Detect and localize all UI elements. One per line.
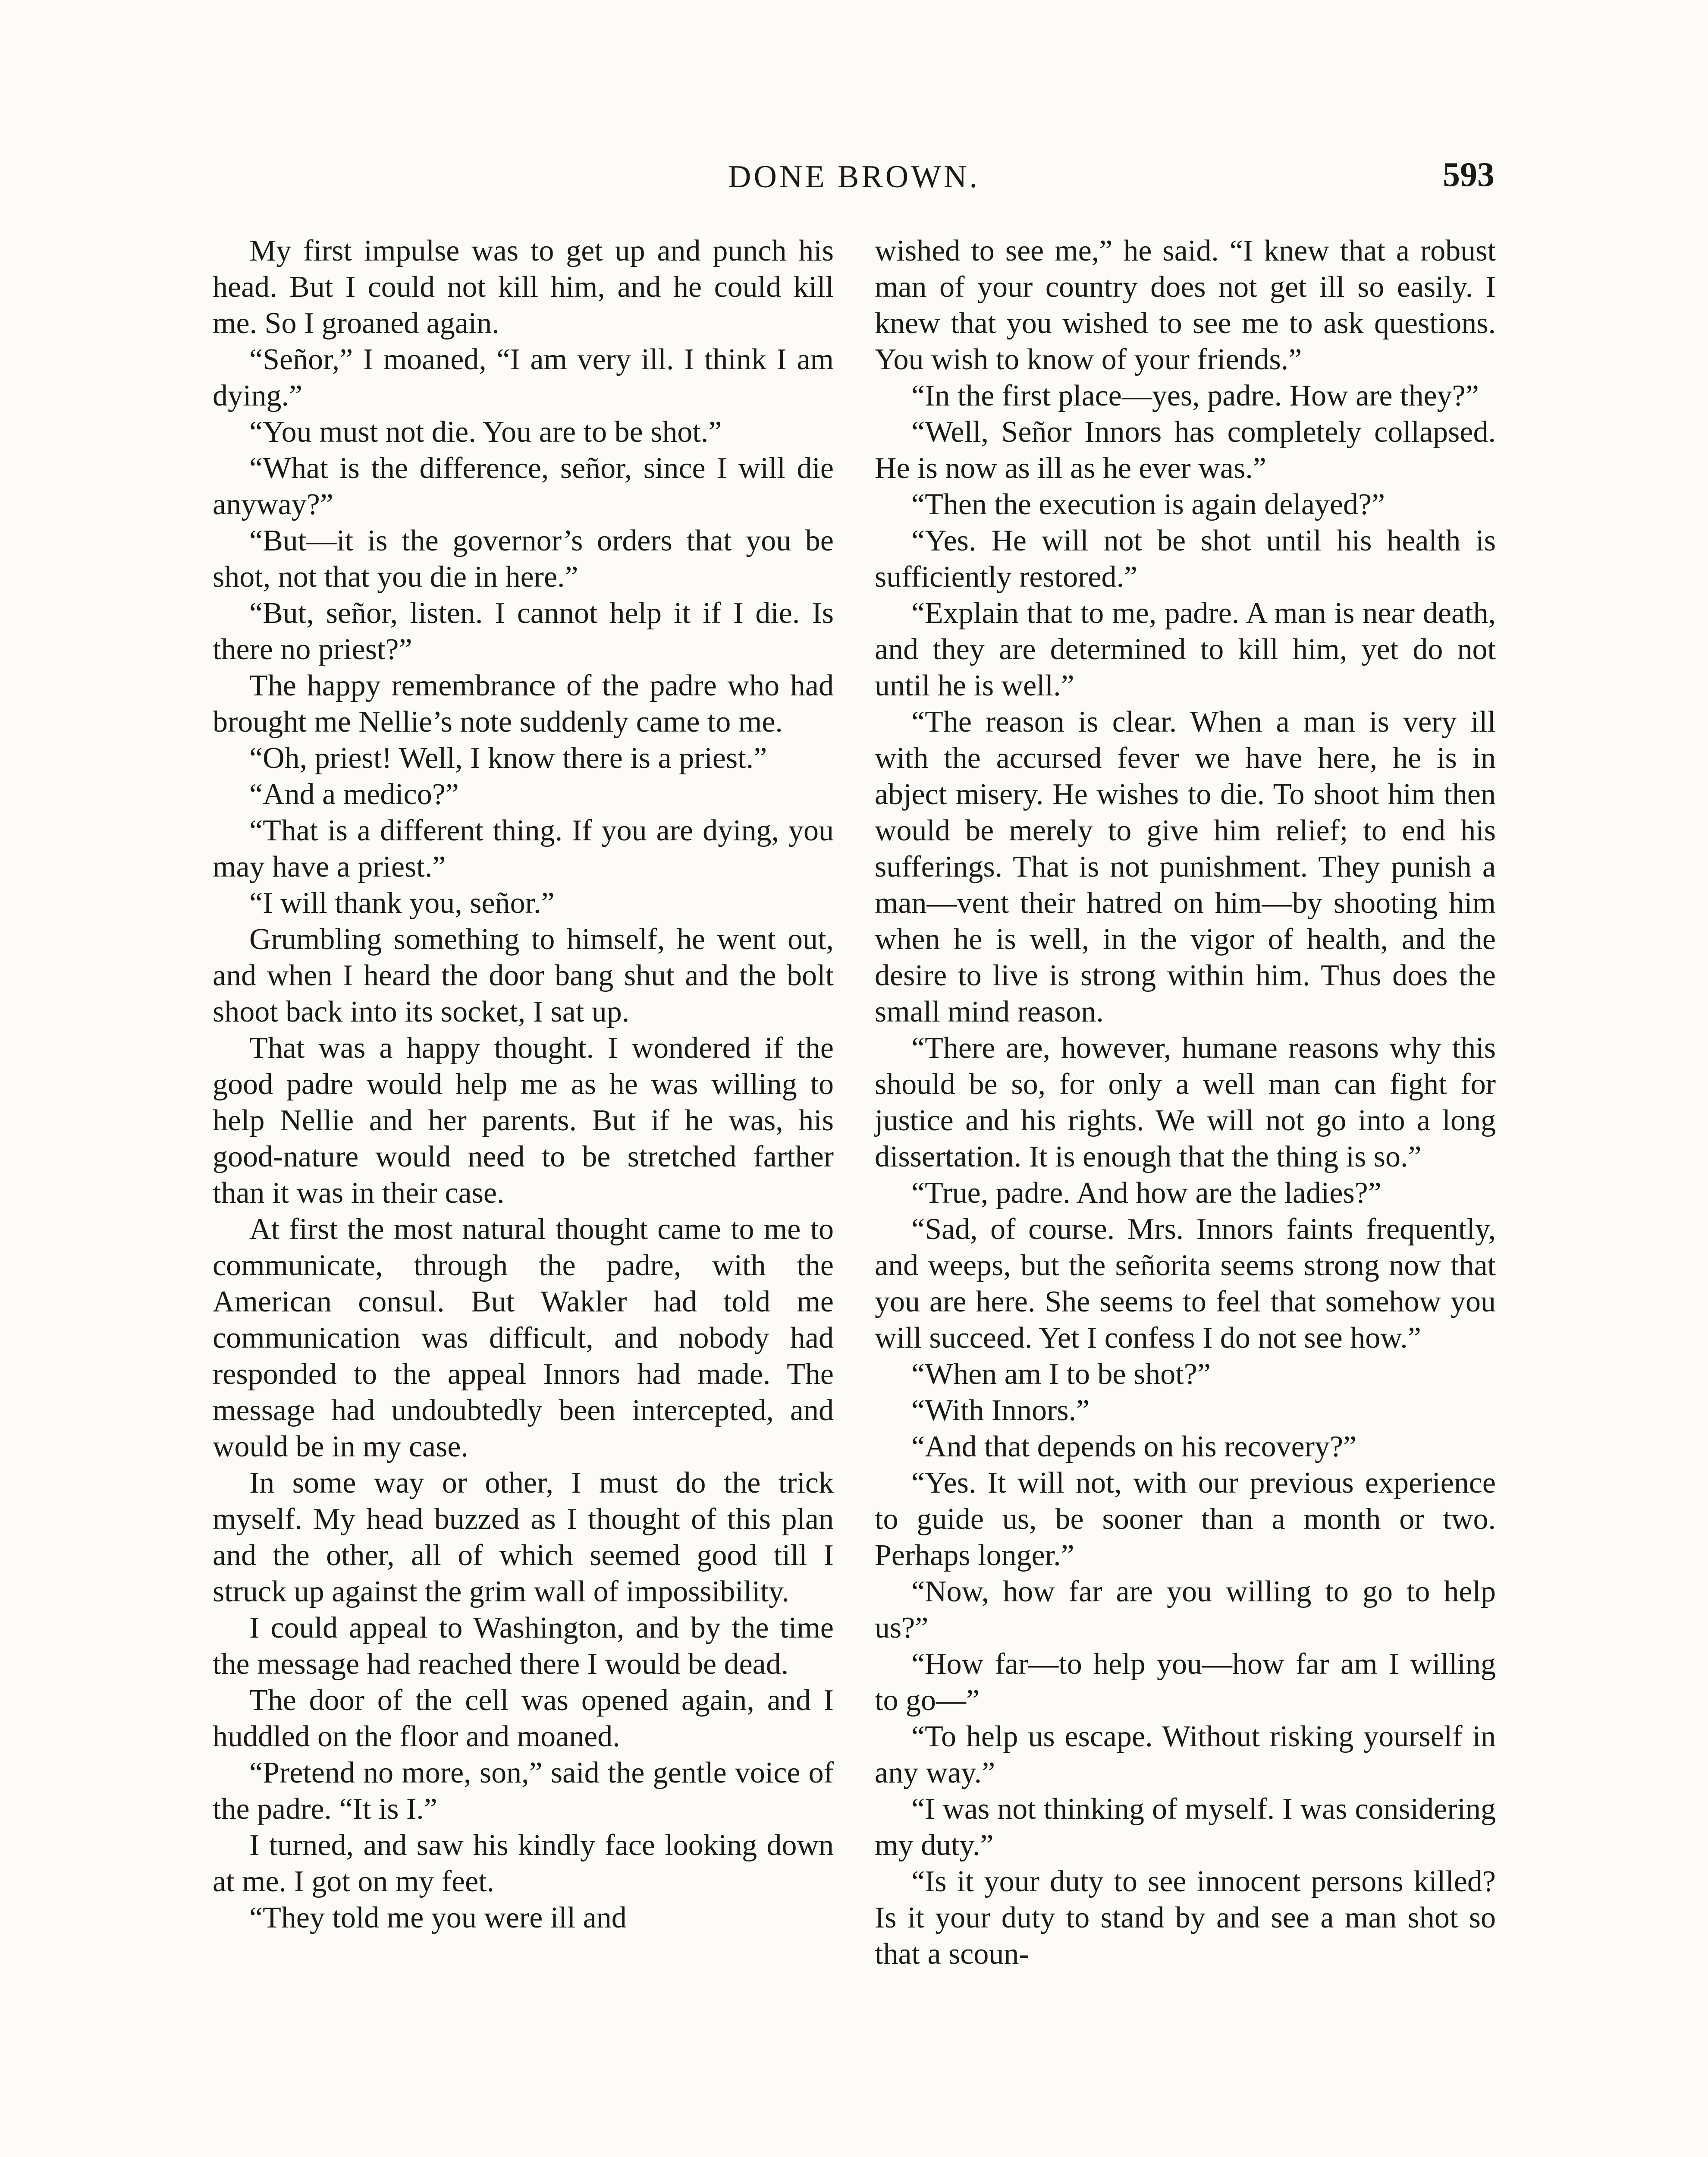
paragraph: “And that depends on his recovery?”	[911, 1430, 1357, 1463]
paragraph: “I will thank you, señor.”	[249, 887, 555, 920]
paragraph: In some way or other, I must do the trick myself. My head buzzed as I thought of this plan and the other, all of which seemed good till I struck up against the grim wall of impossibility.	[213, 1466, 834, 1608]
paragraph: “They told me you were ill and	[249, 1901, 627, 1934]
paragraph: “With Innors.”	[911, 1394, 1090, 1427]
paragraph: “True, padre. And how are the ladies?”	[911, 1176, 1381, 1210]
paragraph: “When am I to be shot?”	[911, 1358, 1211, 1391]
paragraph: “You must not die. You are to be shot.”	[249, 415, 722, 449]
paragraph: “Yes. It will not, with our previous experience to guide us, be sooner than a month or two. Perhaps longer.”	[875, 1466, 1496, 1572]
paragraph: Grumbling something to himself, he went out, and when I heard the door bang shut and the bolt shoot back into its socket, I sat up.	[213, 923, 834, 1028]
paragraph: “But—it is the governor’s orders that you be shot, not that you die in here.”	[213, 524, 834, 594]
paragraph: wished to see me,” he said. “I knew that a robust man of your country does not get ill so easily. I knew that you wished to see me to ask questions. You wish to know of your friends.”	[875, 234, 1496, 376]
paragraph: “To help us escape. Without risking yourself in any way.”	[875, 1720, 1496, 1789]
paragraph: “Yes. He will not be shot until his health is sufficiently restored.”	[875, 524, 1496, 594]
left-text-column	[213, 233, 834, 1936]
paragraph: At first the most natural thought came to me to communicate, through the padre, with the American consul. But Wakler had told me communication was difficult, and nobody had responded to the appeal Innors had made. The message had undoubtedly been intercepted, and would be in my case.	[213, 1213, 834, 1463]
paragraph: “Oh, priest! Well, I know there is a priest.”	[249, 742, 767, 775]
paragraph: I could appeal to Washington, and by the time the message had reached there I would be dead.	[213, 1611, 834, 1681]
paragraph: “Sad, of course. Mrs. Innors faints frequently, and weeps, but the señorita seems strong now that you are here. She seems to feel that somehow you will succeed. Yet I confess I do not see how.”	[875, 1213, 1496, 1355]
paragraph: “But, señor, listen. I cannot help it if I die. Is there no priest?”	[213, 597, 834, 666]
paragraph: “Is it your duty to see innocent persons killed? Is it your duty to stand by and see a man shot so that a scoun-	[875, 1865, 1496, 1971]
paragraph: “In the first place—yes, padre. How are they?”	[911, 379, 1479, 412]
paragraph: “What is the difference, señor, since I will die anyway?”	[213, 452, 834, 521]
paragraph: “Then the execution is again delayed?”	[911, 488, 1385, 521]
paragraph: “I was not thinking of myself. I was considering my duty.”	[875, 1792, 1496, 1862]
paragraph: “Now, how far are you willing to go to help us?”	[875, 1575, 1496, 1644]
page-number: 593	[1443, 156, 1494, 194]
paragraph: “Explain that to me, padre. A man is near death, and they are determined to kill him, yet do not until he is well.”	[875, 597, 1496, 702]
paragraph: That was a happy thought. I wondered if the good padre would help me as he was willing to help Nellie and her parents. But if he was, his good-nature would need to be stretched farther than it was in their case.	[213, 1031, 834, 1210]
paragraph: “Pretend no more, son,” said the gentle voice of the padre. “It is I.”	[213, 1756, 834, 1826]
right-text-column	[875, 233, 1496, 1972]
paragraph: “Well, Señor Innors has completely collapsed. He is now as ill as he ever was.”	[875, 415, 1496, 485]
paragraph: “There are, however, humane reasons why this should be so, for only a well man can fight for justice and his rights. We will not go into a long dissertation. It is enough that the thing is so.”	[875, 1031, 1496, 1173]
paragraph: “How far—to help you—how far am I willing to go—”	[875, 1648, 1496, 1717]
running-head: DONE BROWN.	[728, 159, 980, 195]
paragraph: “The reason is clear. When a man is very ill with the accursed fever we have here, he is in abject misery. He wishes to die. To shoot him then would be merely to give him relief; to end his sufferings. That is not punishment. They punish a man—vent their hatred on him—by shooting him when he is well, in the vigor of health, and the desire to live is strong within him. Thus does the small mind reason.	[875, 705, 1496, 1028]
paragraph: My first impulse was to get up and punch his head. But I could not kill him, and he could kill me. So I groaned again.	[213, 234, 834, 340]
paragraph: “And a medico?”	[249, 778, 459, 811]
paragraph: I turned, and saw his kindly face looking down at me. I got on my feet.	[213, 1829, 834, 1898]
paragraph: “That is a different thing. If you are dying, you may have a priest.”	[213, 814, 834, 884]
paragraph: The happy remembrance of the padre who had brought me Nellie’s note suddenly came to me.	[213, 669, 834, 739]
paragraph: The door of the cell was opened again, and I huddled on the floor and moaned.	[213, 1684, 834, 1753]
paragraph: “Señor,” I moaned, “I am very ill. I think I am dying.”	[213, 343, 834, 412]
